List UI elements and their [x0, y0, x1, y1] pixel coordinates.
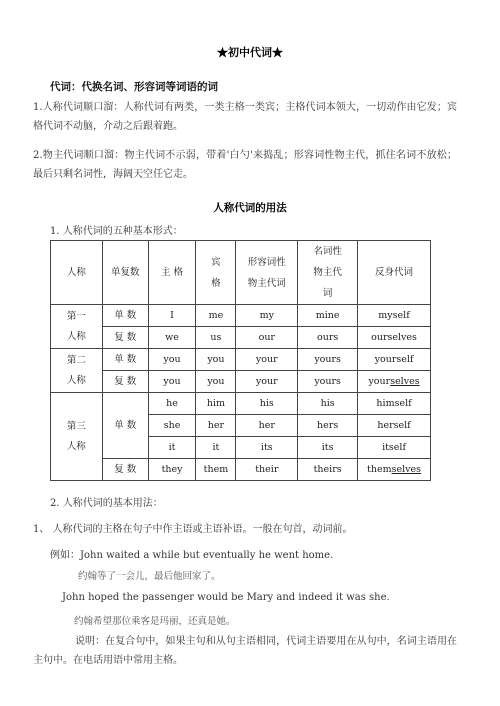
reflexive-cell: herself [358, 415, 431, 437]
page-title: ★初中代词★ [217, 46, 283, 59]
subject-cell: she [148, 415, 196, 437]
reflexive-cell: yourself [358, 349, 431, 371]
person-second: 第二 人称 [51, 349, 103, 393]
noun-possessive-cell: its [298, 437, 358, 459]
subject-cell: I [148, 305, 196, 327]
example-1 [50, 546, 333, 561]
object-cell: you [196, 371, 236, 393]
subject-cell: it [148, 437, 196, 459]
rule-subject-case: 1、 人称代词的主格在句子中作主语或主语补语。一般在句首，动词前。 [33, 524, 353, 535]
object-cell: it [196, 437, 236, 459]
table-row [51, 327, 431, 349]
number-cell: 单 数 [102, 393, 148, 459]
adj-possessive-cell: your [236, 371, 298, 393]
note: 说明：在复合句中，如果主句和从句主语相同，代词主语要用在从句中，名词主语用在主句中。在电话用语中常用主格。 [33, 636, 457, 666]
object-cell: them [196, 459, 236, 481]
mnemonic-possessive: 2.物主代词顺口溜：物主代词不示弱，带着'白勺'来捣乱；形容词性物主代，抓住名词不放松；最后只剩名词性，海阔天空任它走。 [33, 150, 457, 180]
object-cell: her [196, 415, 236, 437]
object-cell: me [196, 305, 236, 327]
number-cell: 复 数 [102, 327, 148, 349]
adj-possessive-cell: her [236, 415, 298, 437]
example-2-cn: 约翰希望那位乘客是玛丽，还真是她。 [74, 616, 236, 627]
adj-possessive-cell: their [236, 459, 298, 481]
noun-possessive-cell: his [298, 393, 358, 415]
definition-heading: 代词：代换名词、形容词等词语的词 [50, 81, 218, 93]
reflexive-cell: ourselves [358, 327, 431, 349]
noun-possessive-cell: ours [298, 327, 358, 349]
noun-possessive-cell: theirs [298, 459, 358, 481]
adj-possessive-cell: its [236, 437, 298, 459]
table-row [51, 305, 431, 327]
example-1-en: John waited a while but eventually he went home. [80, 550, 334, 561]
noun-possessive-cell: yours [298, 371, 358, 393]
table-row [51, 349, 431, 371]
adj-possessive-cell: your [236, 349, 298, 371]
subject-cell: he [148, 393, 196, 415]
subject-cell: you [148, 371, 196, 393]
adj-possessive-cell: our [236, 327, 298, 349]
subject-cell: you [148, 349, 196, 371]
example-label: 例如： [50, 550, 80, 561]
object-cell: you [196, 349, 236, 371]
example-1-cn: 约翰等了一会儿，最后他回家了。 [78, 571, 221, 582]
person-third: 第三 人称 [51, 393, 103, 481]
header-adj-possessive: 形容词性 物主代词 [236, 241, 298, 305]
noun-possessive-cell: hers [298, 415, 358, 437]
header-subject: 主 格 [148, 241, 196, 305]
header-object: 宾 格 [196, 241, 236, 305]
number-cell: 单 数 [102, 305, 148, 327]
number-cell: 复 数 [102, 459, 148, 481]
mnemonic-personal: 1.人称代词顺口溜：人称代词有两类，一类主格一类宾；主格代词本领大，一切动作由它发；宾格代词不动脑，介动之后跟着跑。 [33, 102, 457, 132]
object-cell: him [196, 393, 236, 415]
example-2-en: John hoped the passenger would be Mary and indeed it was she. [62, 592, 390, 603]
number-cell: 单 数 [102, 349, 148, 371]
header-reflexive: 反身代词 [358, 241, 431, 305]
header-noun-possessive: 名词性 物主代 词 [298, 241, 358, 305]
table-row [51, 371, 431, 393]
reflexive-cell: myself [358, 305, 431, 327]
number-cell: 复 数 [102, 371, 148, 393]
adj-possessive-cell: my [236, 305, 298, 327]
header-person: 人称 [51, 241, 103, 305]
table-row [51, 459, 431, 481]
reflexive-cell: yourselves [358, 371, 431, 393]
noun-possessive-cell: yours [298, 349, 358, 371]
noun-possessive-cell: mine [298, 305, 358, 327]
item-five-forms: 1. 人称代词的五种基本形式： [50, 226, 183, 237]
subject-cell: they [148, 459, 196, 481]
table-row [51, 393, 431, 415]
subject-cell: we [148, 327, 196, 349]
reflexive-cell: itself [358, 437, 431, 459]
adj-possessive-cell: his [236, 393, 298, 415]
section-title: 人称代词的用法 [213, 202, 287, 214]
reflexive-cell: himself [358, 393, 431, 415]
reflexive-cell: themselves [358, 459, 431, 481]
item-basic-usage: 2. 人称代词的基本用法： [50, 498, 163, 509]
object-cell: us [196, 327, 236, 349]
header-number: 单复数 [102, 241, 148, 305]
person-first: 第一 人称 [51, 305, 103, 349]
table-header-row [51, 241, 431, 305]
pronoun-table [50, 240, 431, 481]
